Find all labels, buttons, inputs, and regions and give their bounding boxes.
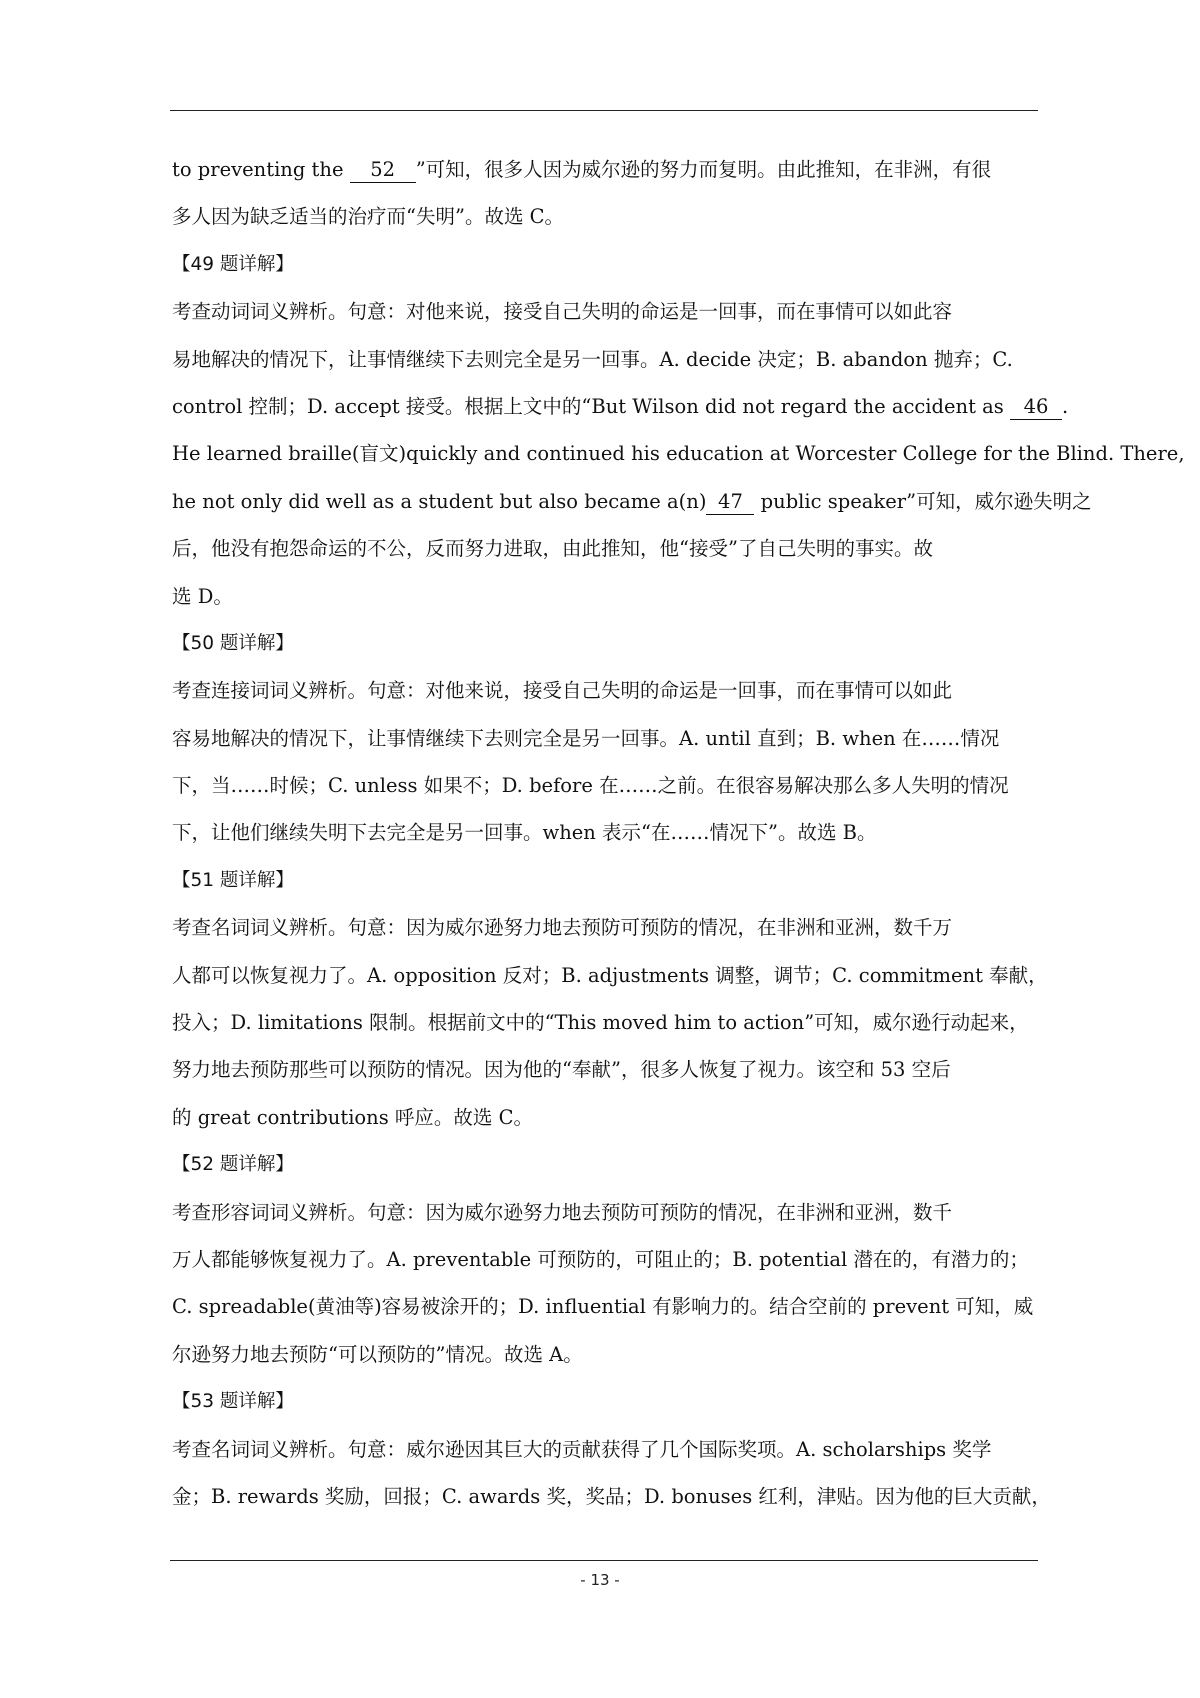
text-line: 投入；D. limitations 限制。根据前文中的“This moved him to action”可知，威尔逊行动起来， [172, 1011, 1029, 1035]
page-number: - 13 - [580, 1571, 620, 1589]
text-line: He learned braille(盲文)quickly and continued his education at Worcester College for the Blind. There, [172, 442, 1185, 466]
text-line: 后，他没有抱怨命运的不公，反而努力进取，由此推知，他“接受”了自己失明的事实。故 [172, 537, 933, 561]
text-line: 考查形容词词义辨析。句意：因为威尔逊努力地去预防可预防的情况，在非洲和亚洲，数千 [172, 1200, 953, 1224]
document-body [172, 146, 1185, 1520]
text-line: control 控制；D. accept 接受。根据上文中的“But Wilson did not regard the accident as 46 . [172, 394, 1069, 418]
text-line: C. spreadable(黄油等)容易被涂开的；D. influential 有影响力的。结合空前的 prevent 可知，威 [172, 1295, 1034, 1319]
footer-rule [170, 1560, 1038, 1561]
blank-46: 46 [1010, 395, 1062, 420]
section-heading-50: 【50 题详解】 [172, 632, 294, 654]
text-line: 容易地解决的情况下，让事情继续下去则完全是另一回事。A. until 直到；B. when 在……情况 [172, 726, 1000, 750]
text-line: 易地解决的情况下，让事情继续下去则完全是另一回事。A. decide 决定；B. abandon 抛弃；C. [172, 347, 1013, 371]
text-line: 人都可以恢复视力了。A. opposition 反对；B. adjustments 调整，调节；C. commitment 奉献， [172, 963, 1048, 987]
text-line: 多人因为缺乏适当的治疗而“失明”。故选 C。 [172, 205, 565, 229]
section-heading-52: 【52 题详解】 [172, 1154, 294, 1176]
blank-52: 52 [350, 158, 416, 183]
blank-47: 47 [706, 490, 754, 515]
text-line: 金；B. rewards 奖励，回报；C. awards 奖，奖品；D. bonuses 红利，津贴。因为他的巨大贡献， [172, 1484, 1051, 1508]
header-rule [170, 110, 1038, 111]
text-line: to preventing the 52 ”可知，很多人因为威尔逊的努力而复明。由此推知，在非洲，有很 [172, 158, 992, 181]
text-line: 选 D。 [172, 584, 233, 608]
text-line: 考查动词词义辨析。句意：对他来说，接受自己失明的命运是一回事，而在事情可以如此容 [172, 300, 953, 324]
section-heading-49: 【49 题详解】 [172, 253, 294, 275]
text-line: 尔逊努力地去预防“可以预防的”情况。故选 A。 [172, 1342, 583, 1366]
text-line: 考查名词词义辨析。句意：因为威尔逊努力地去预防可预防的情况，在非洲和亚洲，数千万 [172, 916, 953, 940]
text-line: 万人都能够恢复视力了。A. preventable 可预防的，可阻止的；B. potential 潜在的，有潜力的； [172, 1247, 1029, 1271]
section-heading-53: 【53 题详解】 [172, 1391, 294, 1413]
text-line: 考查名词词义辨析。句意：威尔逊因其巨大的贡献获得了几个国际奖项。A. scholarships 奖学 [172, 1437, 992, 1461]
text-line: 努力地去预防那些可以预防的情况。因为他的“奉献”，很多人恢复了视力。该空和 53 空后 [172, 1058, 951, 1082]
text-line: 的 great contributions 呼应。故选 C。 [172, 1105, 534, 1129]
text-line: 下，当……时候；C. unless 如果不；D. before 在……之前。在很容易解决那么多人失明的情况 [172, 774, 1009, 798]
section-heading-51: 【51 题详解】 [172, 869, 294, 891]
text-line: he not only did well as a student but also became a(n) 47 public speaker”可知，威尔逊失明之 [172, 489, 1092, 513]
text-line: 下，让他们继续失明下去完全是另一回事。when 表示“在……情况下”。故选 B。 [172, 821, 877, 845]
text-line: 考查连接词词义辨析。句意：对他来说，接受自己失明的命运是一回事，而在事情可以如此 [172, 679, 953, 703]
